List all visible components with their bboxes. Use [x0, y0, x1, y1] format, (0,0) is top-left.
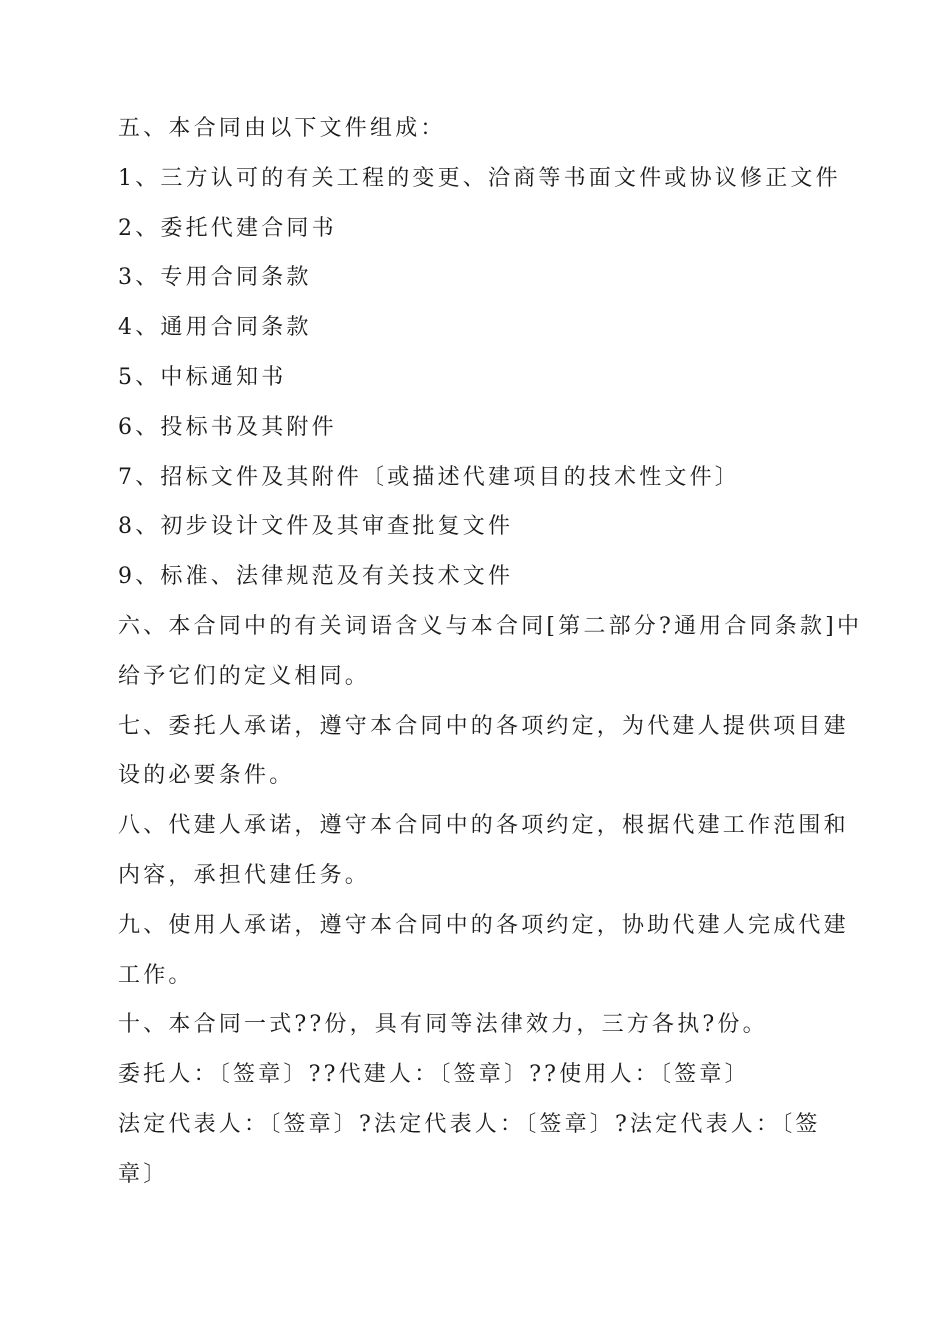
- list-item-6: 6、投标书及其附件: [118, 414, 337, 440]
- signature-line-representatives-1: 法定代表人：〔签章〕?法定代表人：〔签章〕?法定代表人：〔签: [118, 1111, 821, 1137]
- signature-line-parties: 委托人：〔签章〕??代建人：〔签章〕??使用人：〔签章〕: [118, 1062, 750, 1088]
- signature-line-representatives-2: 章〕: [118, 1161, 169, 1187]
- list-item-9: 9、标准、法律规范及有关技术文件: [118, 564, 514, 590]
- section-9-line-1: 九、使用人承诺，遵守本合同中的各项约定，协助代建人完成代建: [118, 912, 849, 938]
- section-8-line-2: 内容，承担代建任务。: [118, 862, 371, 888]
- section-6-line-2: 给予它们的定义相同。: [118, 663, 371, 689]
- list-item-3: 3、专用合同条款: [118, 265, 312, 291]
- list-item-7: 7、招标文件及其附件〔或描述代建项目的技术性文件〕: [118, 464, 740, 490]
- list-item-4: 4、通用合同条款: [118, 315, 312, 341]
- document-body: [118, 104, 863, 1200]
- list-item-1: 1、三方认可的有关工程的变更、洽商等书面文件或协议修正文件: [118, 165, 841, 191]
- section-9-line-2: 工作。: [118, 962, 194, 988]
- section-10-line: 十、本合同一式??份，具有同等法律效力，三方各执?份。: [118, 1012, 768, 1038]
- list-item-5: 5、中标通知书: [118, 364, 287, 390]
- section-7-line-1: 七、委托人承诺，遵守本合同中的各项约定，为代建人提供项目建: [118, 713, 849, 739]
- list-item-8: 8、初步设计文件及其审查批复文件: [118, 514, 514, 540]
- section-6-line-1: 六、本合同中的有关词语含义与本合同[第二部分?通用合同条款]中: [118, 613, 863, 639]
- list-item-2: 2、委托代建合同书: [118, 215, 337, 241]
- section-5-heading: 五、本合同由以下文件组成：: [118, 116, 446, 141]
- section-8-line-1: 八、代建人承诺，遵守本合同中的各项约定，根据代建工作范围和: [118, 813, 849, 839]
- section-7-line-2: 设的必要条件。: [118, 763, 295, 789]
